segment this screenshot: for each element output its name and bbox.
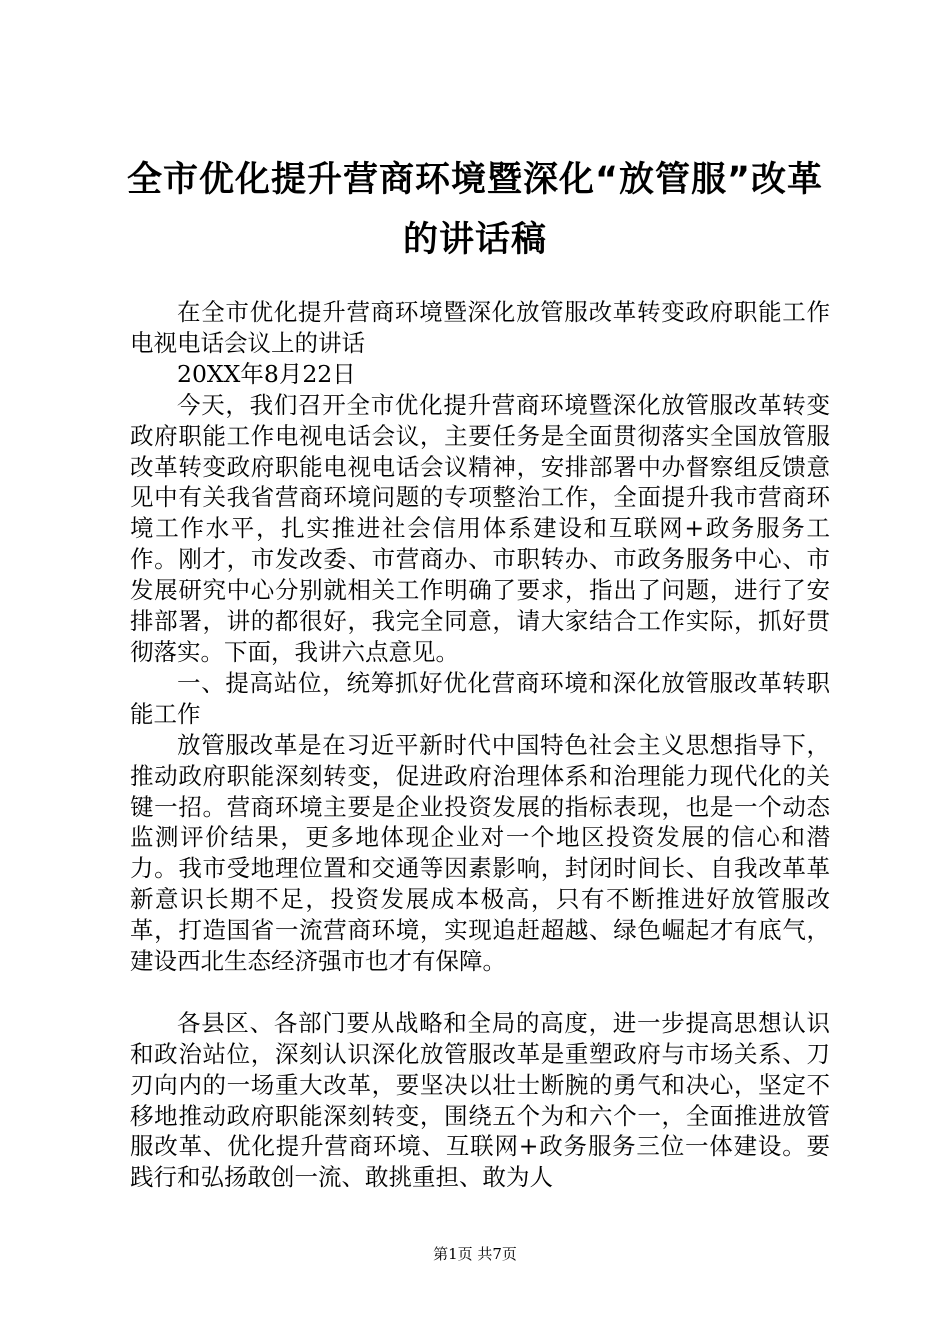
section-heading: 一、提高站位，统筹抓好优化营商环境和深化放管服改革转职能工作 xyxy=(130,668,830,728)
body-paragraph: 各县区、各部门要从战略和全局的高度，进一步提高思想认识和政治站位，深刻认识深化放管服改革是重塑政府与市场关系、刀刃向内的一场重大改革，要坚决以壮士断腕的勇气和决心，坚定不移地推动政府职能深刻转变，围绕五个为和六个一，全面推进放管服改革、优化提升营商环境、互联网+政务服务三位一体建设。要践行和弘扬敢创一流、敢挑重担、敢为人 xyxy=(130,1008,830,1192)
page-number-footer: 第1页 共7页 xyxy=(433,1245,517,1263)
speech-date: 20XX年8月22日 xyxy=(177,359,356,388)
body-paragraph: 放管服改革是在习近平新时代中国特色社会主义思想指导下，推动政府职能深刻转变，促进政府治理体系和治理能力现代化的关键一招。营商环境主要是企业投资发展的指标表现，也是一个动态监测评价结果，更多地体现企业对一个地区投资发展的信心和潜力。我市受地理位置和交通等因素影响，封闭时间长、自我改革革新意识长期不足，投资发展成本极高，只有不断推进好放管服改革，打造国省一流营商环境，实现追赶超越、绿色崛起才有底气，建设西北生态经济强市也才有保障。 xyxy=(130,730,830,976)
document-body xyxy=(130,297,830,1193)
speech-subtitle: 在全市优化提升营商环境暨深化放管服改革转变政府职能工作电视电话会议上的讲话 xyxy=(130,298,830,357)
document-title-line-1: 全市优化提升营商环境暨深化“放管服”改革 xyxy=(126,160,823,200)
body-paragraph: 今天，我们召开全市优化提升营商环境暨深化放管服改革转变政府职能工作电视电话会议，主要任务是全面贯彻落实全国放管服改革转变政府职能电视电话会议精神，安排部署中办督察组反馈意见中有关我省营商环境问题的专项整治工作，全面提升我市营商环境工作水平，扎实推进社会信用体系建设和互联网+政务服务工作。刚才，市发改委、市营商办、市职转办、市政务服务中心、市发展研究中心分别就相关工作明确了要求，指出了问题，进行了安排部署，讲的都很好，我完全同意，请大家结合工作实际，抓好贯彻落实。下面，我讲六点意见。 xyxy=(130,390,830,666)
document-title-line-2: 的讲话稿 xyxy=(402,220,547,260)
